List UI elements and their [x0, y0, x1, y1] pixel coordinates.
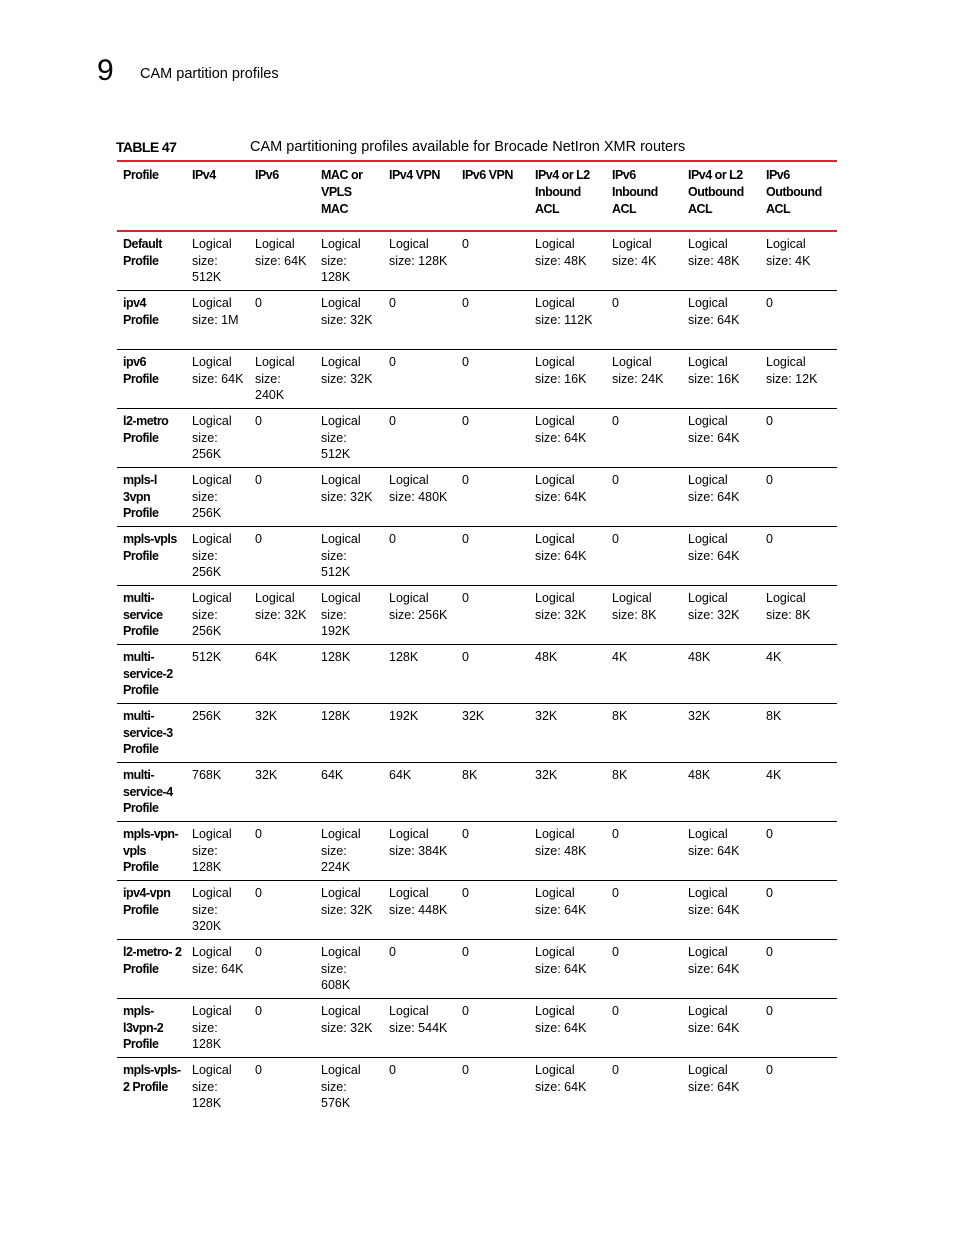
table-cell: 8K	[760, 704, 837, 763]
table-cell: Logical size: 64K	[529, 527, 606, 586]
table-cell: 0	[249, 822, 315, 881]
table-row	[117, 940, 837, 999]
table-cell: Logical size: 64K	[682, 940, 760, 999]
column-header: IPv6	[249, 161, 315, 231]
table-cell: 0	[760, 822, 837, 881]
table-cell: Logical size: 48K	[529, 822, 606, 881]
table-cell: 0	[249, 291, 315, 350]
table-cell: Logical size: 112K	[529, 291, 606, 350]
table-row	[117, 586, 837, 645]
table-cell: Logical size: 48K	[682, 231, 760, 291]
table-cell: Logical size: 32K	[682, 586, 760, 645]
table-cell: Logical size: 64K	[682, 291, 760, 350]
table-cell: 0	[456, 231, 529, 291]
table-cell: Logical size: 12K	[760, 350, 837, 409]
table-row	[117, 822, 837, 881]
profile-name-cell: multi- service Profile	[117, 586, 186, 645]
table-cell: 0	[456, 999, 529, 1058]
column-header: MAC or VPLS MAC	[315, 161, 383, 231]
table-cell: Logical size: 128K	[315, 231, 383, 291]
table-row	[117, 881, 837, 940]
table-cell: Logical size: 480K	[383, 468, 456, 527]
table-cell: Logical size: 32K	[315, 291, 383, 350]
table-row	[117, 468, 837, 527]
table-cell: 0	[456, 645, 529, 704]
table-cell: 32K	[529, 704, 606, 763]
table-cell: 0	[760, 999, 837, 1058]
table-row	[117, 527, 837, 586]
table-cell: 0	[606, 527, 682, 586]
table-header	[117, 161, 837, 231]
table-cell: Logical size: 64K	[529, 940, 606, 999]
table-cell: 0	[456, 527, 529, 586]
table-cell: 128K	[383, 645, 456, 704]
table-cell: 4K	[606, 645, 682, 704]
table-cell: Logical size: 64K	[529, 468, 606, 527]
table-cell: Logical size: 16K	[682, 350, 760, 409]
profile-name-cell: ipv4 Profile	[117, 291, 186, 350]
table-cell: 32K	[249, 763, 315, 822]
table-cell: 0	[766, 1063, 773, 1077]
table-cell: 192K	[383, 704, 456, 763]
table-cell: 128K	[315, 645, 383, 704]
table-cell: 64K	[315, 763, 383, 822]
table-cell: Logical size: 128K	[192, 1063, 232, 1110]
table-cell: 0	[383, 409, 456, 468]
table-cell: 0	[606, 291, 682, 350]
table-cell: 0	[462, 1063, 469, 1077]
table-cell: Logical size: 64K	[535, 1063, 587, 1094]
table-cell: 0	[383, 527, 456, 586]
table-row	[117, 1058, 837, 1117]
table-cell: Logical size: 64K	[682, 527, 760, 586]
table-cell: Logical size: 64K	[529, 999, 606, 1058]
table-cell: 0	[255, 1063, 262, 1077]
table-cell: Logical size: 64K	[529, 881, 606, 940]
column-header: IPv6 Outbound ACL	[760, 161, 837, 231]
chapter-number: 9	[97, 54, 114, 87]
table-cell: 0	[383, 350, 456, 409]
table-cell: Logical size: 192K	[315, 586, 383, 645]
table-cell: Logical size: 32K	[315, 350, 383, 409]
table-cell: Logical size: 16K	[529, 350, 606, 409]
table-cell: 32K	[456, 704, 529, 763]
table-cell: 8K	[456, 763, 529, 822]
table-label: TABLE 47	[116, 139, 177, 155]
table-cell: 4K	[760, 645, 837, 704]
table-cell: 0	[456, 468, 529, 527]
table-cell: Logical size: 64K	[682, 999, 760, 1058]
profile-name-cell: Default Profile	[117, 231, 186, 291]
profile-name-cell: ipv6 Profile	[117, 350, 186, 409]
table-cell: 8K	[606, 763, 682, 822]
header-row	[117, 161, 837, 231]
profile-name-cell: mpls-vpls Profile	[117, 527, 186, 586]
table-cell: 0	[456, 409, 529, 468]
column-header: IPv6 Inbound ACL	[606, 161, 682, 231]
table-cell: Logical size: 256K	[383, 586, 456, 645]
table-cell: 64K	[383, 763, 456, 822]
table-cell: Logical size: 256K	[186, 586, 249, 645]
table-cell: 0	[760, 940, 837, 999]
profile-name-cell: multi- service-3 Profile	[117, 704, 186, 763]
table-cell: Logical size: 4K	[606, 231, 682, 291]
table-cell: Logical size: 128K	[383, 231, 456, 291]
column-header: IPv6 VPN	[456, 161, 529, 231]
table-cell: 0	[760, 409, 837, 468]
table-cell: Logical size: 128K	[186, 999, 249, 1058]
table-cell: 0	[606, 999, 682, 1058]
table-cell: 64K	[249, 645, 315, 704]
table-cell: Logical size: 64K	[682, 409, 760, 468]
table-cell: Logical size: 544K	[383, 999, 456, 1058]
profile-name-cell: mpls- l3vpn-2 Profile	[117, 999, 186, 1058]
chapter-title: CAM partition profiles	[140, 66, 279, 82]
table-cell: Logical size: 64K	[682, 468, 760, 527]
table-cell: 32K	[249, 704, 315, 763]
table-cell: 0	[606, 940, 682, 999]
table-cell: 0	[249, 527, 315, 586]
table-cell: 256K	[186, 704, 249, 763]
table-cell: 32K	[682, 704, 760, 763]
table-cell: Logical size: 32K	[315, 999, 383, 1058]
table-cell: 8K	[606, 704, 682, 763]
table-cell: Logical size: 64K	[186, 350, 249, 409]
profile-name-cell: l2-metro Profile	[117, 409, 186, 468]
table-cell: 0	[383, 940, 456, 999]
table-cell: 0	[249, 940, 315, 999]
table-cell: Logical size: 8K	[760, 586, 837, 645]
table-cell: Logical size: 608K	[315, 940, 383, 999]
table-cell: 0	[456, 291, 529, 350]
table-cell: 512K	[186, 645, 249, 704]
table-cell: Logical size: 64K	[186, 940, 249, 999]
table-cell: 0	[456, 881, 529, 940]
table-cell: 4K	[760, 763, 837, 822]
table-cell: Logical size: 576K	[321, 1063, 361, 1110]
table-cell: 48K	[682, 763, 760, 822]
table-cell: Logical size: 240K	[249, 350, 315, 409]
table-cell: Logical size: 64K	[682, 881, 760, 940]
table-cell: 0	[456, 822, 529, 881]
profile-name-cell: multi- service-4 Profile	[117, 763, 186, 822]
table-cell: 0	[760, 527, 837, 586]
table-cell: 0	[456, 940, 529, 999]
table-cell: Logical size: 512K	[315, 409, 383, 468]
table-cell: Logical size: 64K	[249, 231, 315, 291]
table-cell: Logical size: 32K	[315, 468, 383, 527]
table-row	[117, 763, 837, 822]
table-row	[117, 231, 837, 291]
table-cell: Logical size: 1M	[186, 291, 249, 350]
table-cell: Logical size: 64K	[688, 1063, 740, 1094]
table-row	[117, 999, 837, 1058]
table-cell: Logical size: 64K	[529, 409, 606, 468]
table-cell: 0	[612, 1063, 619, 1077]
table-row	[117, 704, 837, 763]
table-cell: 0	[249, 999, 315, 1058]
cam-profiles-table	[117, 160, 837, 1116]
table-cell: 0	[760, 291, 837, 350]
table-cell: Logical size: 256K	[186, 409, 249, 468]
column-header: Profile	[117, 161, 186, 231]
table-cell: 0	[606, 881, 682, 940]
table-cell: 48K	[682, 645, 760, 704]
table-cell: 0	[760, 468, 837, 527]
column-header: IPv4 VPN	[383, 161, 456, 231]
table-cell: Logical size: 256K	[186, 527, 249, 586]
table-cell: 0	[760, 881, 837, 940]
table-cell: Logical size: 4K	[760, 231, 837, 291]
table-cell: 0	[249, 881, 315, 940]
table-cell: 0	[389, 1063, 396, 1077]
table-body	[117, 231, 837, 1116]
table-cell: Logical size: 384K	[383, 822, 456, 881]
table-cell: Logical size: 512K	[186, 231, 249, 291]
table-cell: Logical size: 448K	[383, 881, 456, 940]
table-cell: Logical size: 32K	[529, 586, 606, 645]
table-row	[117, 645, 837, 704]
column-header: IPv4	[186, 161, 249, 231]
table-cell: 48K	[529, 645, 606, 704]
profile-name-cell: mpls-vpls- 2 Profile	[123, 1063, 181, 1094]
table-cell: Logical size: 24K	[606, 350, 682, 409]
table-cell: Logical size: 8K	[606, 586, 682, 645]
table-cell: 0	[606, 822, 682, 881]
table-cell: Logical size: 64K	[682, 822, 760, 881]
profile-name-cell: ipv4-vpn Profile	[117, 881, 186, 940]
table-cell: Logical size: 512K	[315, 527, 383, 586]
table-cell: Logical size: 32K	[315, 881, 383, 940]
table-row	[117, 409, 837, 468]
column-header: IPv4 or L2 Outbound ACL	[682, 161, 760, 231]
column-header: IPv4 or L2 Inbound ACL	[529, 161, 606, 231]
table-cell: 0	[606, 409, 682, 468]
table-cell: 0	[249, 409, 315, 468]
profile-name-cell: l2-metro- 2 Profile	[117, 940, 186, 999]
table-cell: 128K	[315, 704, 383, 763]
table-cell: Logical size: 320K	[186, 881, 249, 940]
table-cell: Logical size: 32K	[249, 586, 315, 645]
table-row	[117, 350, 837, 409]
table-cell: 0	[456, 586, 529, 645]
table-cell: Logical size: 224K	[315, 822, 383, 881]
table-cell: 0	[249, 468, 315, 527]
table-cell: Logical size: 48K	[529, 231, 606, 291]
table-caption: CAM partitioning profiles available for Brocade NetIron XMR routers	[250, 139, 686, 155]
table-cell: Logical size: 256K	[186, 468, 249, 527]
profile-name-cell: multi- service-2 Profile	[117, 645, 186, 704]
table-cell: 0	[383, 291, 456, 350]
table-cell: 768K	[186, 763, 249, 822]
table-cell: Logical size: 128K	[186, 822, 249, 881]
table-cell: 32K	[529, 763, 606, 822]
table-cell: 0	[456, 350, 529, 409]
table-cell: 0	[606, 468, 682, 527]
profile-name-cell: mpls-l 3vpn Profile	[117, 468, 186, 527]
profile-name-cell: mpls-vpn- vpls Profile	[117, 822, 186, 881]
table-row	[117, 291, 837, 350]
